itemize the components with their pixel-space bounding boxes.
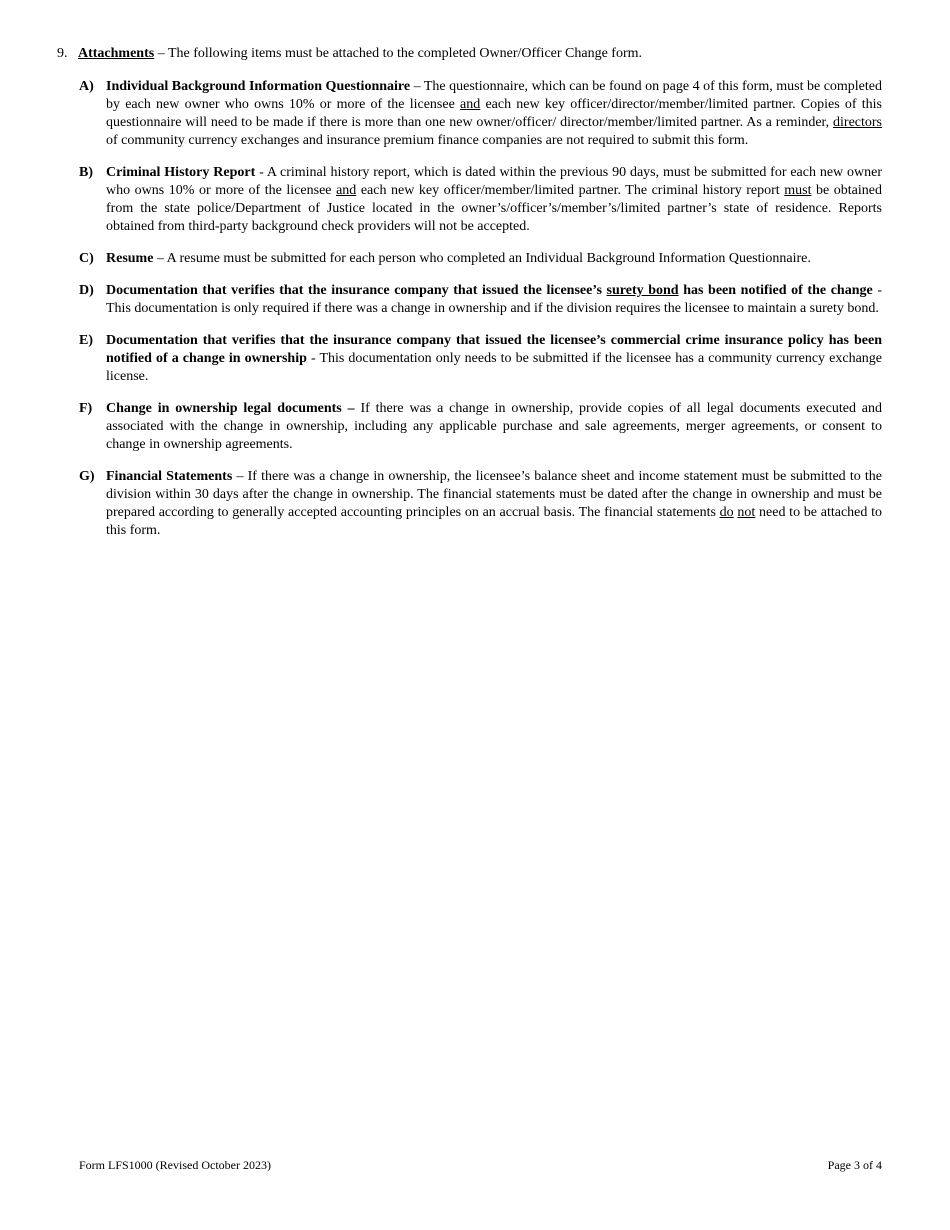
attachment-item-label: C) <box>79 251 94 266</box>
text-run: not <box>737 505 756 520</box>
attachment-item-text <box>106 400 882 454</box>
section-title: Attachments <box>78 46 155 61</box>
attachment-item-text <box>106 78 882 150</box>
attachment-item-label: F) <box>79 401 93 416</box>
attachment-item-text <box>106 332 882 386</box>
attachment-item-text <box>106 250 882 268</box>
text-run: – If there was a change in ownership, the licensee’s balance sheet and income statement must be submitted to the division within 30 days after the change in ownership. The financial statements must be dated after the change in ownership and must be prepared according to generally accepted accounting principles on an accrual basis. The financial statements <box>106 469 883 520</box>
text-run: directors <box>833 115 882 130</box>
form-id: Form LFS1000 (Revised October 2023) <box>79 1158 271 1172</box>
attachment-list <box>79 78 882 554</box>
text-run: – A resume must be submitted for each person who completed an Individual Background Information Questionnaire. <box>153 251 811 266</box>
section-number: 9. <box>57 46 68 61</box>
attachment-item <box>79 468 882 540</box>
text-run: each new key officer/director/member/limited partner. Copies of this questionnaire will need to be made if there is more than one new owner/officer/ director/member/limited partner. As a reminder, <box>106 97 882 130</box>
attachment-item <box>79 400 882 454</box>
attachment-item-text <box>106 468 882 540</box>
section-heading <box>57 45 887 63</box>
attachment-item <box>79 282 882 318</box>
page-number: Page 3 of 4 <box>827 1158 882 1172</box>
text-run: be obtained from the state police/Department of Justice located in the owner’s/officer’s/member’s/limited partner’s state of residence. Reports obtained from third-party background check providers will not be accepted. <box>106 183 883 234</box>
text-run: need to be attached to this form. <box>106 505 883 538</box>
text-run: Resume <box>106 251 154 266</box>
text-run: Documentation that verifies that the insurance company that issued the licensee’s commercial crime insurance policy has been notified of a change in ownership <box>106 333 882 366</box>
text-run: Financial Statements <box>106 469 233 484</box>
text-run: - A criminal history report, which is dated within the previous 90 days, must be submitted for each new owner who owns 10% or more of the licensee <box>106 165 882 198</box>
attachment-item <box>79 164 882 236</box>
text-run: do <box>719 505 734 520</box>
attachment-item-label: D) <box>79 283 94 298</box>
attachment-item-text <box>106 164 882 236</box>
text-run: - This documentation only needs to be submitted if the licensee has a community currency exchange license. <box>106 351 882 384</box>
text-run: has been notified of the change <box>678 283 873 298</box>
attachment-item-text <box>106 282 882 318</box>
text-run: each new key officer/member/limited partner. The criminal history report <box>356 183 785 198</box>
attachment-item <box>79 78 882 150</box>
text-run: – The questionnaire, which can be found on page 4 of this form, must be completed by each new owner who owns 10% or more of the licensee <box>106 79 882 112</box>
attachment-item-label: E) <box>79 333 93 348</box>
section-intro: – The following items must be attached to the completed Owner/Officer Change form. <box>154 46 643 61</box>
text-run: must <box>784 183 812 198</box>
text-run: Change in ownership legal documents – <box>106 401 355 416</box>
attachment-item <box>79 250 882 268</box>
text-run: Criminal History Report <box>106 165 256 180</box>
text-run: and <box>336 183 357 198</box>
attachment-item-label: G) <box>79 469 95 484</box>
text-run: of community currency exchanges and insurance premium finance companies are not required to submit this form. <box>106 133 749 148</box>
attachment-item-label: B) <box>79 165 93 180</box>
attachment-item <box>79 332 882 386</box>
text-run: surety bond <box>606 283 679 298</box>
text-run: Individual Background Information Questionnaire <box>106 79 411 94</box>
text-run: - This documentation is only required if there was a change in ownership and if the division requires the licensee to maintain a surety bond. <box>106 283 882 316</box>
text-run: and <box>460 97 481 112</box>
attachment-item-label: A) <box>79 79 94 94</box>
text-run: Documentation that verifies that the insurance company that issued the licensee’s <box>106 283 607 298</box>
text-run: If there was a change in ownership, provide copies of all legal documents executed and associated with the change in ownership, including any applicable purchase and sale agreements, merger agreements, or consent to change in ownership agreements. <box>106 401 883 452</box>
